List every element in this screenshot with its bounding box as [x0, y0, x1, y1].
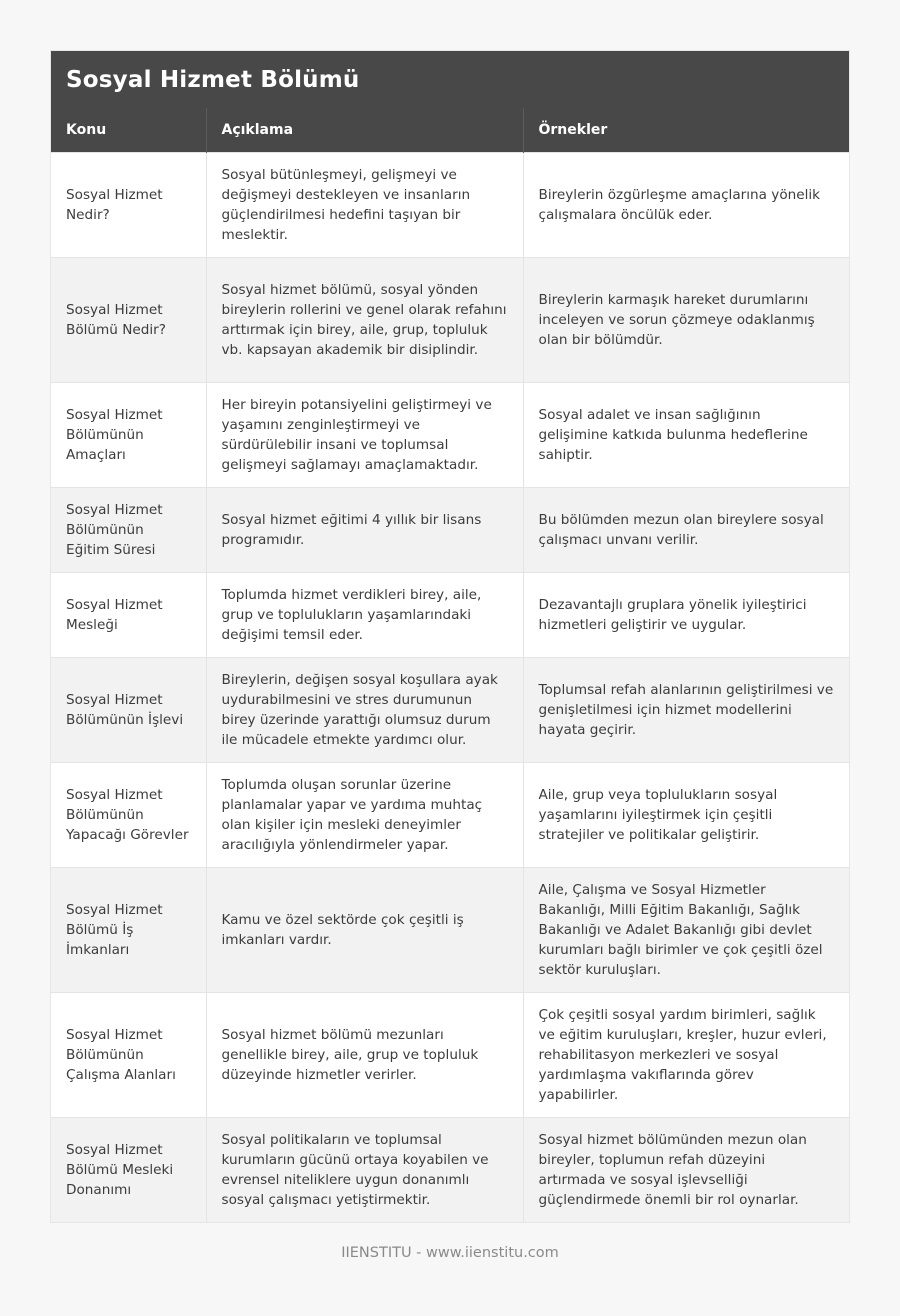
cell-examples: Dezavantajlı gruplara yönelik iyileştirici hizmetleri geliştirir ve uygular. [523, 572, 849, 657]
cell-topic: Sosyal Hizmet Nedir? [51, 152, 206, 257]
cell-description: Sosyal hizmet bölümü, sosyal yönden bireylerin rollerini ve genel olarak refahını arttırmak için birey, aile, grup, topluluk vb. kapsayan akademik bir disiplindir. [206, 257, 523, 382]
table-row [51, 257, 849, 382]
cell-topic: Sosyal Hizmet Bölümünün Amaçları [51, 382, 206, 487]
footer-credit: IIENSTITU - www.iienstitu.com [341, 1245, 559, 1261]
cell-description: Sosyal bütünleşmeyi, gelişmeyi ve değişmeyi destekleyen ve insanların güçlendirilmesi hedefini taşıyan bir meslektir. [206, 152, 523, 257]
cell-examples: Aile, Çalışma ve Sosyal Hizmetler Bakanlığı, Milli Eğitim Bakanlığı, Sağlık Bakanlığı ve Adalet Bakanlığı gibi devlet kurumları bağlı birimler ve çok çeşitli özel sektör kuruluşları. [523, 867, 849, 992]
page-title: Sosyal Hizmet Bölümü [66, 66, 360, 93]
column-header-topic: Konu [51, 108, 206, 152]
cell-description: Her bireyin potansiyelini geliştirmeyi ve yaşamını zenginleştirmeyi ve sürdürülebilir insani ve toplumsal gelişmeyi sağlamayı amaçlamaktadır. [206, 382, 523, 487]
table-row [51, 1117, 849, 1222]
header-row [51, 108, 849, 152]
cell-topic: Sosyal Hizmet Bölümünün Eğitim Süresi [51, 487, 206, 572]
cell-description: Bireylerin, değişen sosyal koşullara ayak uydurabilmesini ve stres durumunun birey üzerinde yarattığı olumsuz durum ile mücadele etmekte yardımcı olur. [206, 657, 523, 762]
data-table [51, 108, 849, 1222]
table-row [51, 152, 849, 257]
title-bar [51, 51, 849, 108]
cell-examples: Sosyal hizmet bölümünden mezun olan bireyler, toplumun refah düzeyini artırmada ve sosyal işlevselliği güçlendirmede önemli bir rol oynarlar. [523, 1117, 849, 1222]
table-card [51, 51, 849, 1222]
table-row [51, 867, 849, 992]
cell-examples: Aile, grup veya toplulukların sosyal yaşamlarını iyileştirmek için çeşitli stratejiler ve politikalar geliştirir. [523, 762, 849, 867]
cell-description: Toplumda oluşan sorunlar üzerine planlamalar yapar ve yardıma muhtaç olan kişiler için mesleki deneyimler aracılığıyla yönlendirmeler yapar. [206, 762, 523, 867]
cell-topic: Sosyal Hizmet Mesleği [51, 572, 206, 657]
table-row [51, 382, 849, 487]
cell-topic: Sosyal Hizmet Bölümünün Çalışma Alanları [51, 992, 206, 1117]
cell-examples: Bu bölümden mezun olan bireylere sosyal çalışmacı unvanı verilir. [523, 487, 849, 572]
cell-description: Toplumda hizmet verdikleri birey, aile, grup ve toplulukların yaşamlarındaki değişimi temsil eder. [206, 572, 523, 657]
cell-description: Kamu ve özel sektörde çok çeşitli iş imkanları vardır. [206, 867, 523, 992]
table-row [51, 657, 849, 762]
cell-examples: Çok çeşitli sosyal yardım birimleri, sağlık ve eğitim kuruluşları, kreşler, huzur evleri, rehabilitasyon merkezleri ve sosyal yardımlaşma vakıflarında görev yapabilirler. [523, 992, 849, 1117]
table-row [51, 572, 849, 657]
table-row [51, 762, 849, 867]
cell-description: Sosyal politikaların ve toplumsal kurumların gücünü ortaya koyabilen ve evrensel niteliklere uygun donanımlı sosyal çalışmacı yetiştirmektir. [206, 1117, 523, 1222]
table-row [51, 992, 849, 1117]
cell-topic: Sosyal Hizmet Bölümünün Yapacağı Görevler [51, 762, 206, 867]
cell-topic: Sosyal Hizmet Bölümü Mesleki Donanımı [51, 1117, 206, 1222]
column-header-examples: Örnekler [523, 108, 849, 152]
cell-examples: Bireylerin karmaşık hareket durumlarını inceleyen ve sorun çözmeye odaklanmış olan bir bölümdür. [523, 257, 849, 382]
cell-examples: Sosyal adalet ve insan sağlığının gelişimine katkıda bulunma hedeflerine sahiptir. [523, 382, 849, 487]
cell-examples: Toplumsal refah alanlarının geliştirilmesi ve genişletilmesi için hizmet modellerini hayata geçirir. [523, 657, 849, 762]
table-row [51, 487, 849, 572]
cell-topic: Sosyal Hizmet Bölümü Nedir? [51, 257, 206, 382]
column-header-description: Açıklama [206, 108, 523, 152]
cell-description: Sosyal hizmet bölümü mezunları genellikle birey, aile, grup ve topluluk düzeyinde hizmetler verirler. [206, 992, 523, 1117]
cell-topic: Sosyal Hizmet Bölümünün İşlevi [51, 657, 206, 762]
cell-topic: Sosyal Hizmet Bölümü İş İmkanları [51, 867, 206, 992]
cell-examples: Bireylerin özgürleşme amaçlarına yönelik çalışmalara öncülük eder. [523, 152, 849, 257]
cell-description: Sosyal hizmet eğitimi 4 yıllık bir lisans programıdır. [206, 487, 523, 572]
